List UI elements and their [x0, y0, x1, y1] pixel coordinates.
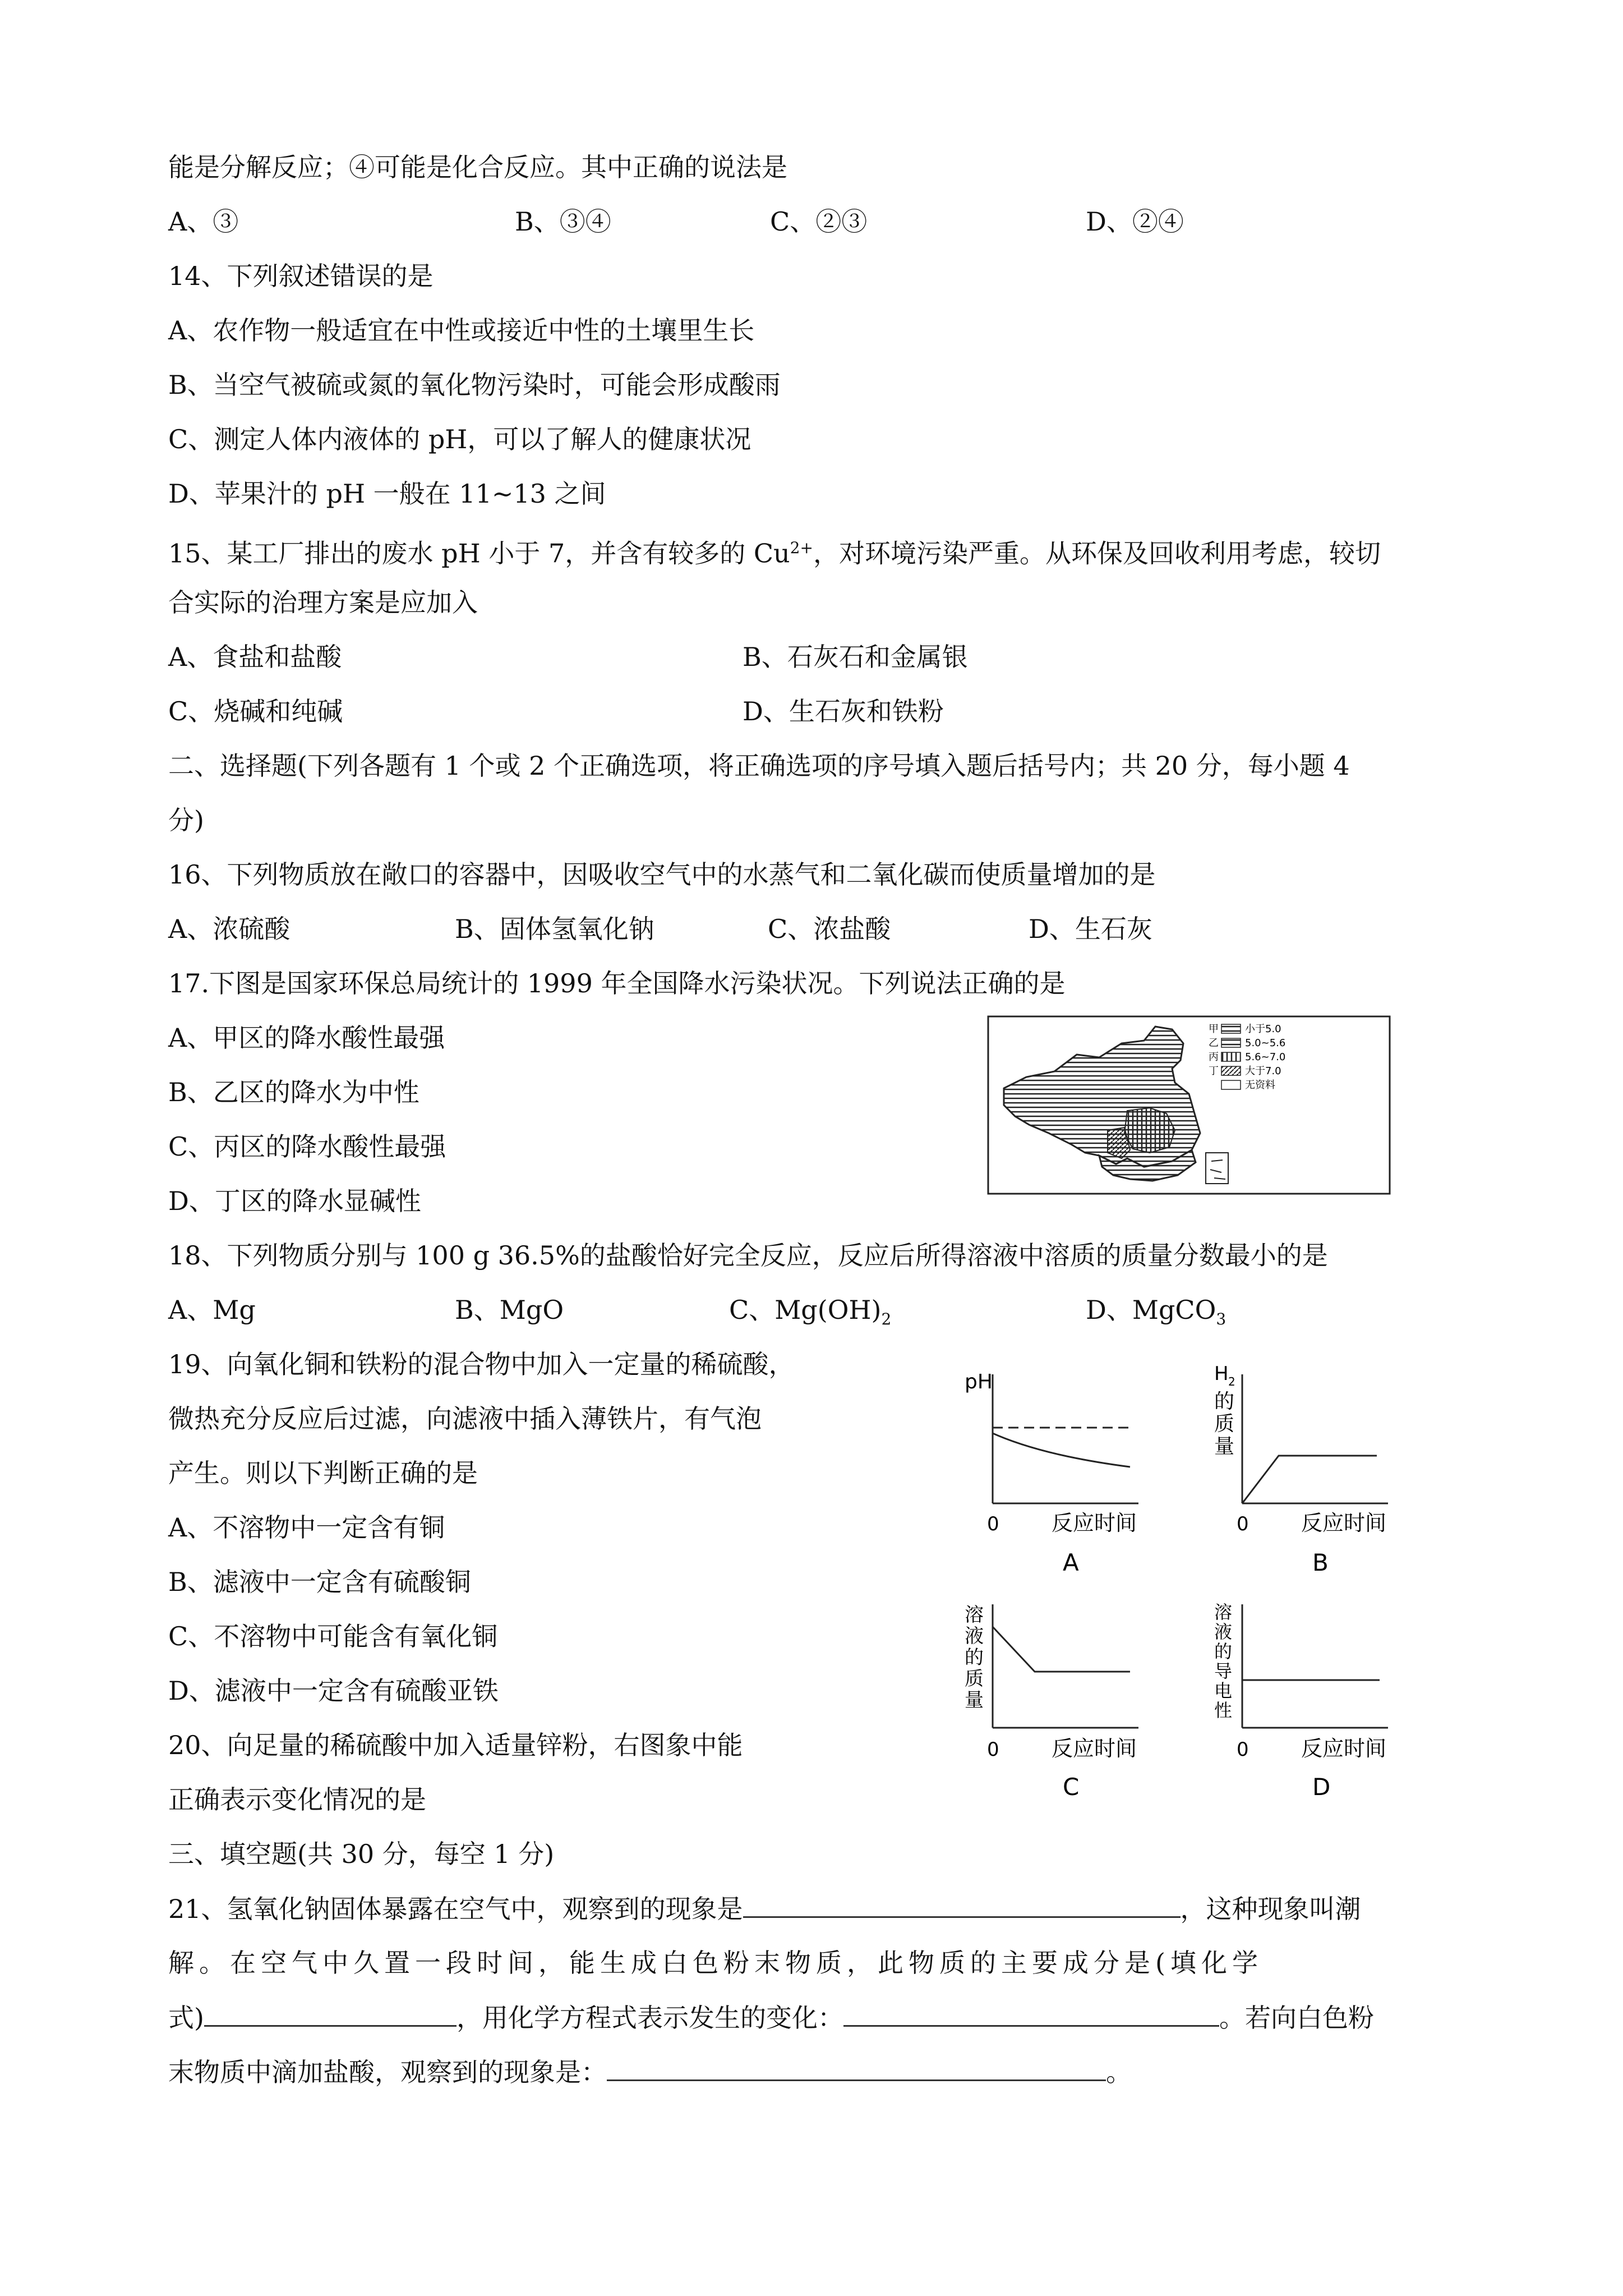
q15-stem-part1: 15、某工厂排出的废水 pH 小于 7，并含有较多的 Cu: [168, 538, 790, 569]
graph-c: [965, 1604, 1138, 1801]
q18-option-d: [1086, 1293, 1226, 1336]
q21-line2: 解。在空气中久置一段时间，能生成白色粉末物质，此物质的主要成分是(填化学: [168, 1948, 1263, 1978]
pollution-map: [987, 1015, 1391, 1195]
q21-blank-1[interactable]: [743, 1892, 1181, 1918]
graph-a: [965, 1370, 1138, 1576]
graph-c-ylabel-1: 溶: [965, 1604, 984, 1626]
q15-stem-part2: ，对环境污染严重。从环保及回收利用考虑，较切: [813, 538, 1381, 569]
q17-option-a: A、甲区的降水酸性最强: [168, 1023, 445, 1053]
graph-c-ylabel-5: 量: [965, 1689, 984, 1711]
q21-line4: [168, 2055, 1132, 2089]
q18-option-d-text: D、MgCO: [1086, 1295, 1216, 1325]
graph-c-curve: [993, 1627, 1130, 1672]
q19-option-c: C、不溶物中可能含有氧化铜: [168, 1621, 498, 1651]
graph-c-xlabel: 反应时间: [1052, 1736, 1137, 1761]
section2-heading-line2: 分): [168, 805, 204, 835]
q19-stem-line1: 19、向氧化铜和铁粉的混合物中加入一定量的稀硫酸，: [168, 1349, 795, 1379]
legend-range-yi: 5.0~5.6: [1245, 1037, 1286, 1049]
q16-option-b: B、固体氢氧化钠: [455, 914, 654, 944]
q16-option-d: D、生石灰: [1029, 914, 1152, 944]
q19-option-d: D、滤液中一定含有硫酸亚铁: [168, 1676, 499, 1706]
q21-blank-2[interactable]: [204, 2000, 457, 2027]
graph-c-letter: C: [1063, 1773, 1080, 1801]
q16-stem: 16、下列物质放在敞口的容器中，因吸收空气中的水蒸气和二氧化碳而使质量增加的是: [168, 859, 1156, 890]
q19-option-b: B、滤液中一定含有硫酸铜: [168, 1567, 471, 1597]
graph-b: [1214, 1363, 1388, 1576]
legend-range-jia: 小于5.0: [1245, 1023, 1281, 1035]
q16-option-c: C、浓盐酸: [768, 914, 891, 944]
legend-swatch-ding: [1221, 1066, 1241, 1075]
graph-a-origin: 0: [987, 1513, 999, 1535]
q14-stem: 14、下列叙述错误的是: [168, 261, 434, 291]
legend-region-yi: 乙: [1209, 1037, 1219, 1049]
q15-charge: 2+: [790, 539, 813, 557]
map-central-region: [1124, 1108, 1175, 1153]
graph-d-letter: D: [1312, 1773, 1331, 1801]
graph-d-ylabel-4: 导: [1214, 1660, 1233, 1682]
legend-swatch-bing: [1221, 1052, 1241, 1061]
graph-b-letter: B: [1312, 1549, 1329, 1576]
legend-swatch-nodata: [1221, 1080, 1241, 1089]
q21-line4-text: 末物质中滴加盐酸，观察到的现象是：: [168, 2057, 607, 2087]
graph-a-curve: [993, 1433, 1130, 1467]
q18-option-b: B、MgO: [455, 1295, 564, 1325]
q20-graphs: [909, 1358, 1469, 1818]
q18-option-c: [729, 1293, 891, 1336]
q13-stem-tail: 能是分解反应；④可能是化合反应。其中正确的说法是: [168, 152, 787, 182]
graph-d-ylabel-2: 液: [1214, 1621, 1233, 1642]
graph-b-ylabel-3: 量: [1214, 1435, 1235, 1458]
graph-a-ylabel: pH: [965, 1370, 993, 1393]
section3-heading: 三、填空题(共 30 分，每空 1 分): [168, 1839, 555, 1869]
graph-d-ylabel-1: 溶: [1214, 1602, 1233, 1623]
q15-stem-line1: [168, 531, 1381, 570]
q18-option-c-sub: 2: [881, 1310, 892, 1329]
q20-stem-line2: 正确表示变化情况的是: [168, 1784, 426, 1815]
q14-option-d: D、苹果汁的 pH 一般在 11~13 之间: [168, 478, 606, 509]
graph-b-ylabel-1: 的: [1214, 1390, 1235, 1413]
graph-b-ylabel-2: 质: [1214, 1412, 1235, 1435]
q21-line3-text: 式): [168, 2003, 204, 2033]
graph-d: [1214, 1602, 1388, 1801]
legend-range-bing: 5.6~7.0: [1245, 1051, 1286, 1063]
graph-a-xlabel: 反应时间: [1052, 1511, 1137, 1535]
q21-line1: [168, 1892, 1361, 1926]
q15-option-b: B、石灰石和金属银: [743, 642, 968, 672]
legend-swatch-yi: [1221, 1038, 1241, 1047]
graph-d-xlabel: 反应时间: [1301, 1736, 1387, 1761]
q14-option-c: C、测定人体内液体的 pH，可以了解人的健康状况: [168, 424, 751, 454]
legend-range-nodata: 无资料: [1245, 1079, 1275, 1091]
q13-option-d: D、②④: [1086, 206, 1184, 237]
q17-option-c: C、丙区的降水酸性最强: [168, 1131, 446, 1162]
graph-b-ylabel-h: H: [1214, 1363, 1229, 1385]
pollution-map-figure: [987, 1015, 1391, 1195]
graph-d-ylabel-6: 性: [1214, 1700, 1233, 1721]
q21-blank-3[interactable]: [843, 2000, 1219, 2027]
graph-b-ylabel-sub: 2: [1228, 1375, 1235, 1388]
q15-option-d: D、生石灰和铁粉: [743, 696, 944, 726]
q17-stem: 17.下图是国家环保总局统计的 1999 年全国降水污染状况。下列说法正确的是: [168, 968, 1066, 999]
q19-option-a: A、不溶物中一定含有铜: [168, 1512, 445, 1543]
q21-blank-4[interactable]: [607, 2055, 1106, 2081]
q19-stem-line3: 产生。则以下判断正确的是: [168, 1458, 478, 1488]
q21-line3: [168, 2000, 1374, 2035]
q16-option-a: A、浓硫酸: [168, 914, 291, 944]
q21-line1-text: 21、氢氧化钠固体暴露在空气中，观察到的现象是: [168, 1894, 743, 1924]
q14-option-a: A、农作物一般适宜在中性或接近中性的土壤里生长: [168, 315, 755, 346]
q15-option-c: C、烧碱和纯碱: [168, 696, 343, 726]
graph-c-ylabel-3: 的: [965, 1646, 984, 1669]
graph-d-ylabel-5: 电: [1214, 1680, 1233, 1701]
q14-option-b: B、当空气被硫或氮的氧化物污染时，可能会形成酸雨: [168, 370, 781, 400]
graph-c-ylabel-4: 质: [965, 1668, 984, 1690]
q21-line3-mid: ，用化学方程式表示发生的变化：: [456, 2003, 843, 2033]
legend-swatch-jia: [1221, 1024, 1241, 1033]
q13-option-c: C、②③: [770, 206, 868, 237]
q18-option-a: A、Mg: [168, 1295, 256, 1325]
q18-option-c-text: C、Mg(OH): [729, 1295, 882, 1325]
q19-stem-line2: 微热充分反应后过滤，向滤液中插入薄铁片，有气泡: [168, 1404, 762, 1434]
section2-heading-line1: 二、选择题(下列各题有 1 个或 2 个正确选项，将正确选项的序号填入题后括号内；共 20 分，每小题 4: [168, 751, 1350, 781]
graph-d-origin: 0: [1237, 1738, 1249, 1761]
legend-region-bing: 丙: [1209, 1051, 1219, 1063]
legend-region-jia: 甲: [1209, 1023, 1219, 1035]
q21-line1-tail: ，这种现象叫潮: [1180, 1894, 1361, 1924]
q13-option-b: B、③④: [515, 206, 611, 237]
q21-line3-tail: 。若向白色粉: [1219, 2003, 1374, 2033]
q21-line4-tail: 。: [1106, 2057, 1132, 2087]
graph-a-letter: A: [1063, 1549, 1079, 1576]
graph-b-xlabel: 反应时间: [1301, 1511, 1387, 1535]
graph-c-origin: 0: [987, 1738, 999, 1761]
legend-region-ding: 丁: [1209, 1065, 1219, 1077]
graph-b-curve: [1242, 1456, 1377, 1503]
q18-option-d-sub: 3: [1216, 1310, 1227, 1329]
q20-stem-line1: 20、向足量的稀硫酸中加入适量锌粉，右图象中能: [168, 1730, 743, 1760]
graph-b-origin: 0: [1237, 1513, 1249, 1535]
q13-option-a: A、③: [168, 206, 239, 237]
legend-range-ding: 大于7.0: [1245, 1065, 1281, 1077]
q18-stem: 18、下列物质分别与 100 g 36.5%的盐酸恰好完全反应，反应后所得溶液中溶质的质量分数最小的是: [168, 1240, 1328, 1271]
graph-c-ylabel-2: 液: [965, 1625, 984, 1648]
q17-option-d: D、丁区的降水显碱性: [168, 1186, 421, 1216]
q20-graphs-figure: [909, 1358, 1469, 1818]
q15-option-a: A、食盐和盐酸: [168, 642, 342, 672]
graph-d-ylabel-3: 的: [1214, 1641, 1233, 1662]
q17-option-b: B、乙区的降水为中性: [168, 1077, 419, 1107]
q15-stem-line2: 合实际的治理方案是应加入: [168, 587, 478, 618]
